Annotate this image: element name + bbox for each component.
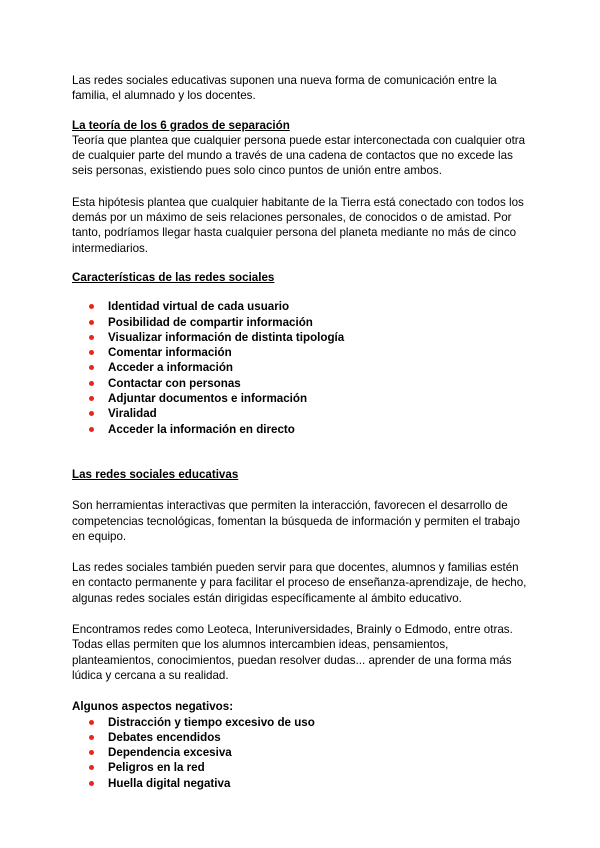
list-item: Debates encendidos	[72, 730, 532, 745]
negatives-list	[72, 715, 532, 791]
bullet-icon	[89, 365, 94, 370]
section-heading-educational-networks: Las redes sociales educativas	[72, 467, 239, 481]
six-degrees-paragraph-2: Esta hipótesis plantea que cualquier habitante de la Tierra está conectado con todos los demás por un máximo de seis relaciones personales, de conocidos o de amistad. Por tanto, podríamos llegar hasta cualquier persona del planeta mediante no más de cinco intermediarios.	[72, 195, 524, 255]
bullet-icon	[89, 427, 94, 432]
bullet-icon	[89, 381, 94, 386]
list-item: Visualizar información de distinta tipología	[72, 330, 532, 345]
list-item: Acceder la información en directo	[72, 422, 532, 437]
section-heading-six-degrees: La teoría de los 6 grados de separación	[72, 118, 290, 132]
bullet-icon	[89, 335, 94, 340]
educational-paragraph-2: Las redes sociales también pueden servir para que docentes, alumnos y familias estén en contacto permanente y para facilitar el proceso de enseñanza-aprendizaje, de hecho, algunas redes sociales están dirigidas específicamente al ámbito educativo.	[72, 561, 527, 605]
six-degrees-paragraph-1: Teoría que plantea que cualquier persona puede estar interconectada con cualquier otra de cualquier parte del mundo a través de una cadena de contactos que no excede las seis personas, existiendo pues solo cinco puntos de unión entre ambos.	[72, 133, 526, 178]
list-item: Posibilidad de compartir información	[72, 315, 532, 330]
bullet-icon	[89, 350, 94, 355]
list-item: Huella digital negativa	[72, 776, 532, 791]
list-item: Distracción y tiempo excesivo de uso	[72, 715, 532, 730]
list-item: Acceder a información	[72, 360, 532, 375]
list-item: Dependencia excesiva	[72, 745, 532, 760]
bullet-icon	[89, 765, 94, 770]
bullet-icon	[89, 411, 94, 416]
educational-paragraph-1: Son herramientas interactivas que permiten la interacción, favorecen el desarrollo de competencias tecnológicas, fomentan la búsqueda de información y permiten el trabajo en equipo.	[72, 499, 520, 543]
list-item: Viralidad	[72, 406, 532, 421]
bullet-icon	[89, 396, 94, 401]
list-item: Adjuntar documentos e información	[72, 391, 532, 406]
educational-paragraph-3: Encontramos redes como Leoteca, Interuniversidades, Brainly o Edmodo, entre otras. Todas ellas permiten que los alumnos intercambien ideas, pensamientos, planteamientos, conocimientos, puedan resolver dudas... aprender de una forma más lúdica y cercana a su realidad.	[72, 623, 513, 682]
list-item: Comentar información	[72, 345, 532, 360]
bullet-icon	[89, 304, 94, 309]
bullet-icon	[89, 750, 94, 755]
bullet-icon	[89, 320, 94, 325]
bullet-icon	[89, 781, 94, 786]
bullet-icon	[89, 735, 94, 740]
bullet-icon	[89, 720, 94, 725]
characteristics-list	[72, 299, 532, 437]
list-item: Peligros en la red	[72, 760, 532, 775]
intro-paragraph: Las redes sociales educativas suponen una nueva forma de comunicación entre la familia, el alumnado y los docentes.	[72, 74, 497, 103]
document-page	[72, 73, 532, 791]
list-item: Identidad virtual de cada usuario	[72, 299, 532, 314]
section-heading-negatives: Algunos aspectos negativos:	[72, 700, 234, 714]
section-heading-characteristics: Características de las redes sociales	[72, 270, 275, 284]
list-item: Contactar con personas	[72, 376, 532, 391]
